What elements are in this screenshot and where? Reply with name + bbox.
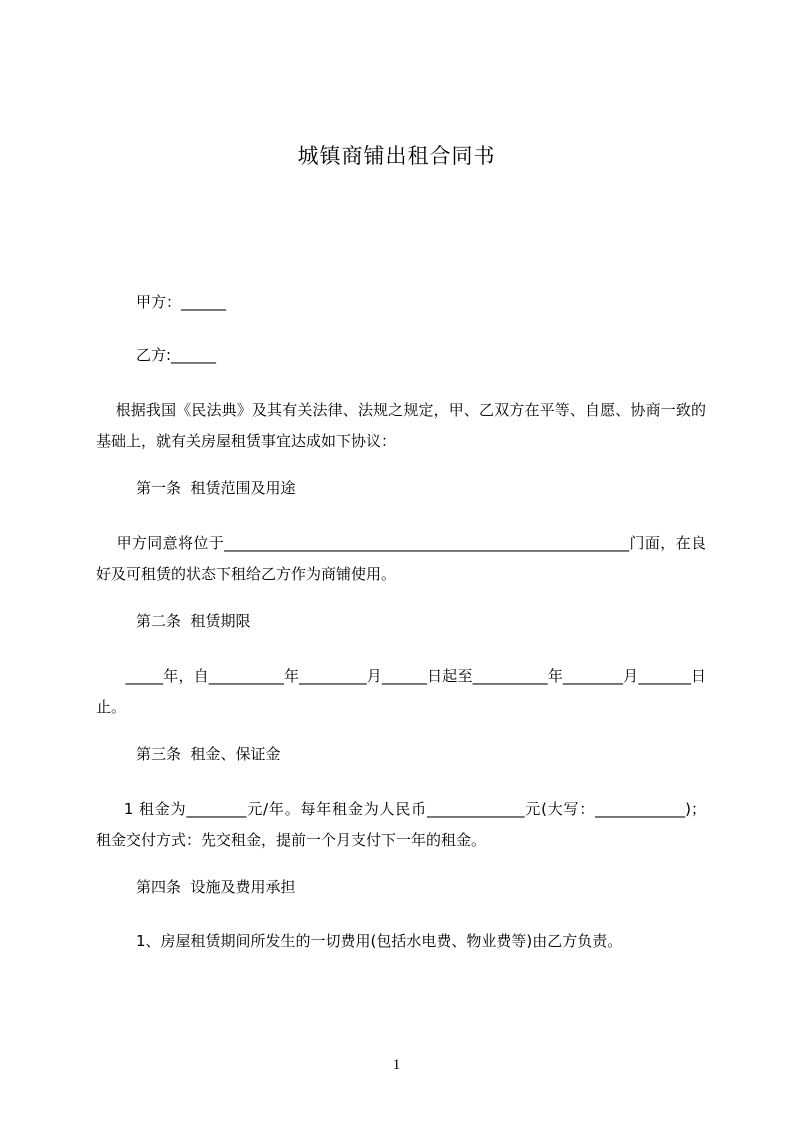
article-2-heading: 第二条 租赁期限 bbox=[136, 612, 251, 630]
party-b-line: 乙方:______ bbox=[136, 346, 217, 364]
article-4-heading: 第四条 设施及费用承担 bbox=[136, 878, 296, 896]
document-title: 城镇商铺出租合同书 bbox=[297, 144, 496, 168]
page-number: 1 bbox=[392, 1057, 401, 1073]
article-4-item-1: 1、房屋租赁期间所发生的一切费用(包括水电费、物业费等)由乙方负责。 bbox=[136, 932, 623, 950]
party-a-line: 甲方：______ bbox=[136, 293, 227, 311]
preamble-paragraph: 根据我国《民法典》及其有关法律、法规之规定，甲、乙双方在平等、自愿、协商一致的基础上，就有关房屋租赁事宜达成如下协议： bbox=[96, 401, 706, 450]
article-1-heading: 第一条 租赁范围及用途 bbox=[136, 479, 296, 497]
article-2-body: _____年，自__________年_________月______日起至__________年________月_______日止。 bbox=[96, 667, 706, 716]
article-1-body: 甲方同意将位于______________________________________________________门面，在良好及可租赁的状态下租给乙方作为商铺使用。 bbox=[96, 534, 706, 583]
article-3-heading: 第三条 租金、保证金 bbox=[136, 745, 281, 763]
article-3-body: 1 租金为________元/年。每年租金为人民币_____________元(大写：____________)； 租金交付方式：先交租金，提前一个月支付下一年的租金。 bbox=[96, 800, 716, 849]
